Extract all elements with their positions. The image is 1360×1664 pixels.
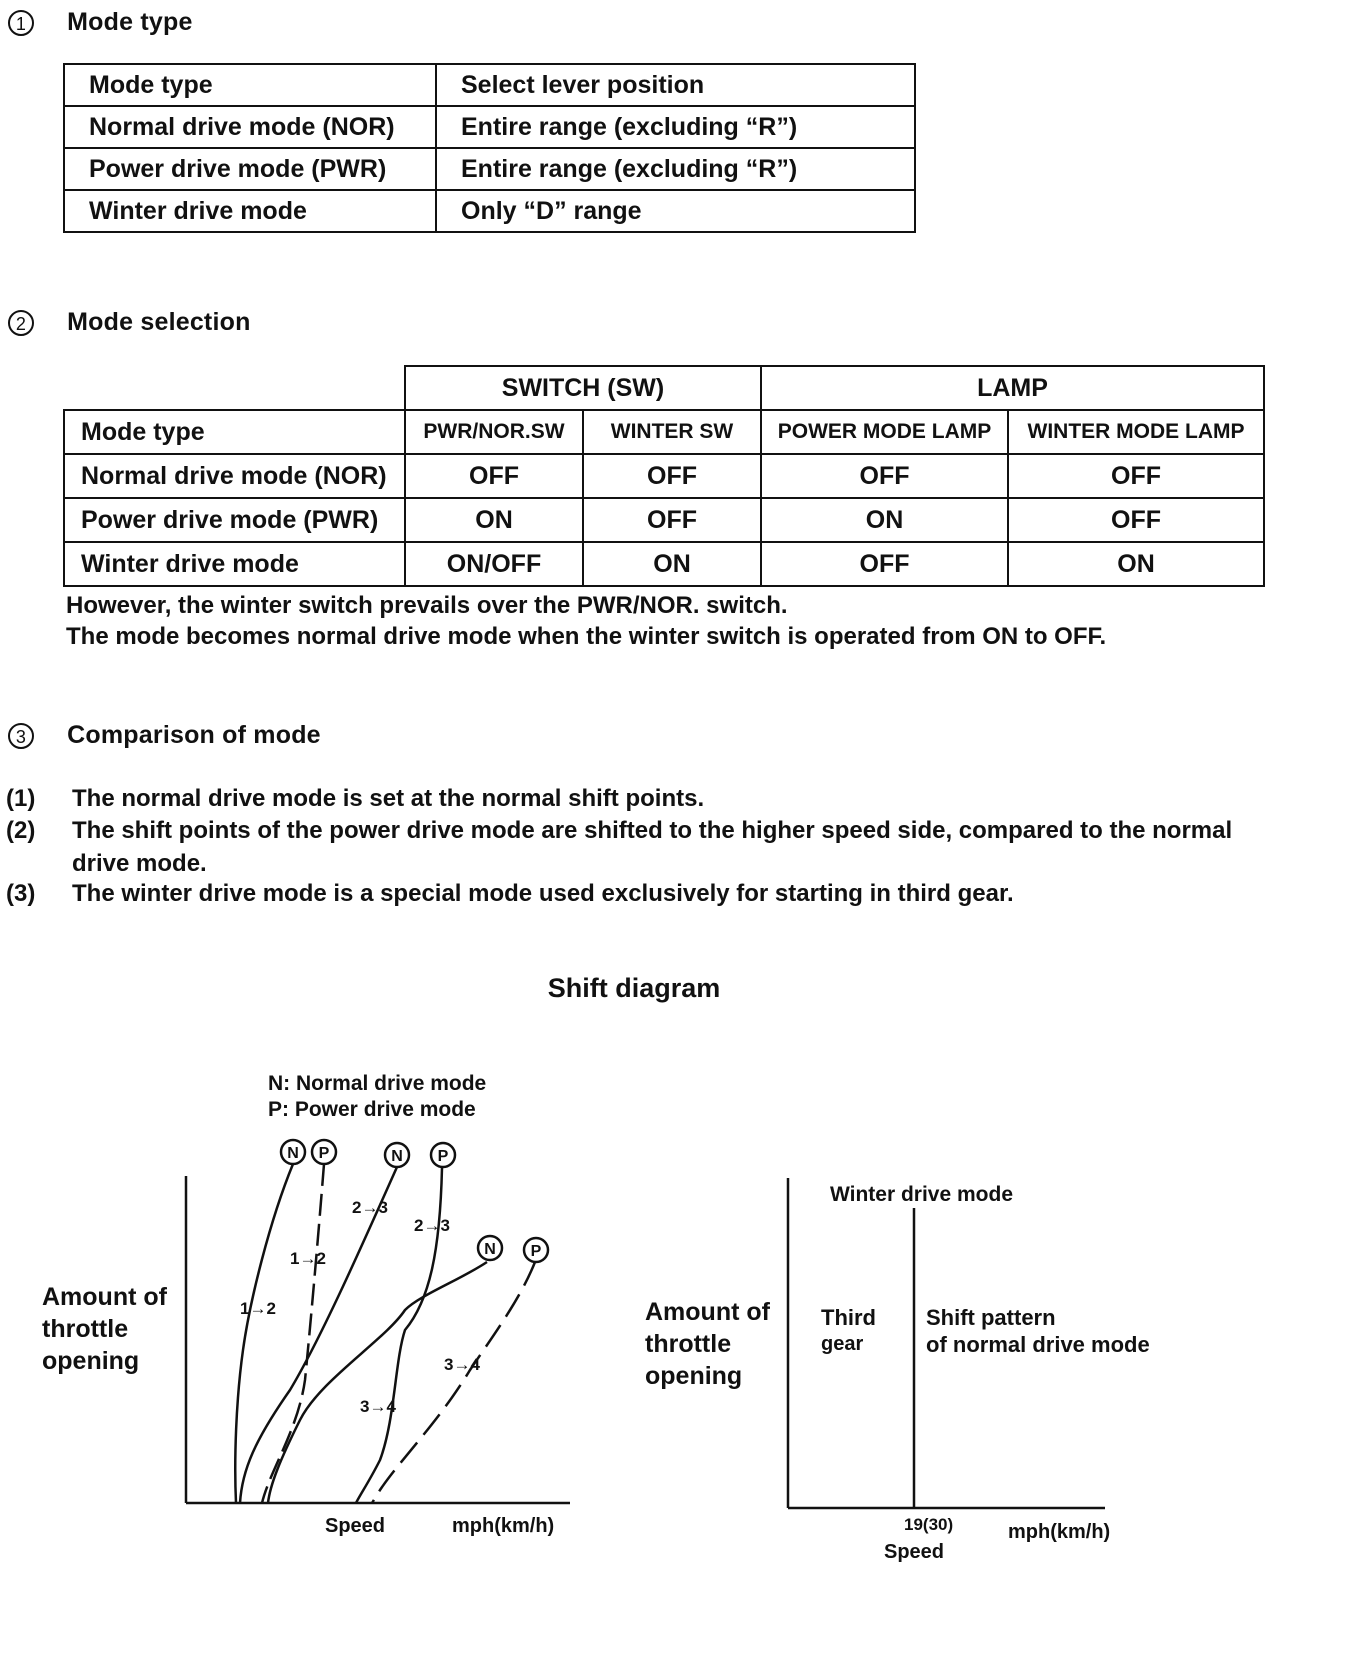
table-cell: ON bbox=[583, 542, 761, 586]
normal-pattern-label-line1: Shift pattern bbox=[926, 1305, 1056, 1330]
third-gear-label-line2: gear bbox=[821, 1333, 864, 1355]
table-header-cell: Select lever position bbox=[436, 64, 915, 106]
table-header-cell: WINTER SW bbox=[583, 410, 761, 454]
table-cell: Winter drive mode bbox=[64, 190, 436, 232]
section-3-title: Comparison of mode bbox=[67, 721, 321, 749]
winter-y-label-line3: opening bbox=[645, 1362, 743, 1390]
table-cell: OFF bbox=[761, 454, 1008, 498]
shift-label-34: 3→4 bbox=[444, 1355, 480, 1374]
x-axis-label: Speed bbox=[325, 1515, 386, 1537]
table-header-cell: POWER MODE LAMP bbox=[761, 410, 1008, 454]
diagram-title: Shift diagram bbox=[547, 973, 721, 1003]
circled-number-3: 3 bbox=[8, 723, 34, 749]
table-header-cell: Mode type bbox=[64, 64, 436, 106]
table-cell: ON/OFF bbox=[405, 542, 583, 586]
winter-x-axis-unit: mph(km/h) bbox=[1008, 1521, 1111, 1543]
winter-y-label-line2: throttle bbox=[645, 1330, 732, 1358]
circled-number-1: 1 bbox=[8, 10, 34, 36]
list-item-text: The normal drive mode is set at the normal shift points. bbox=[72, 785, 705, 812]
shift-curve-p-12 bbox=[262, 1164, 324, 1503]
table-cell: Power drive mode (PWR) bbox=[64, 148, 436, 190]
winter-caption: Winter drive mode bbox=[830, 1183, 1014, 1206]
note-line-1: However, the winter switch prevails over the PWR/NOR. switch. bbox=[66, 592, 788, 619]
table-cell: OFF bbox=[761, 542, 1008, 586]
shift-label-23: 2→3 bbox=[414, 1216, 450, 1235]
table-cell: ON bbox=[761, 498, 1008, 542]
winter-x-axis-label: Speed bbox=[884, 1541, 945, 1563]
shift-label-34: 3→4 bbox=[360, 1397, 396, 1416]
table-cell: OFF bbox=[405, 454, 583, 498]
shift-label-12: 1→2 bbox=[290, 1249, 326, 1268]
table-header-cell: WINTER MODE LAMP bbox=[1008, 410, 1264, 454]
list-item-number: (3) bbox=[6, 880, 36, 907]
table-cell: Normal drive mode (NOR) bbox=[64, 454, 405, 498]
p-marker-label: P bbox=[437, 1148, 449, 1165]
note-line-2: The mode becomes normal drive mode when the winter switch is operated from ON to OFF. bbox=[66, 623, 1107, 650]
switch-group-header: SWITCH (SW) bbox=[405, 366, 761, 410]
normal-pattern-label-line2: of normal drive mode bbox=[926, 1332, 1150, 1357]
x-axis-unit: mph(km/h) bbox=[452, 1515, 555, 1537]
table-cell: OFF bbox=[583, 498, 761, 542]
shift-label-12: 1→2 bbox=[240, 1299, 276, 1318]
table-cell: Power drive mode (PWR) bbox=[64, 498, 405, 542]
table-cell: OFF bbox=[1008, 498, 1264, 542]
table-cell: OFF bbox=[1008, 454, 1264, 498]
p-marker-label: P bbox=[530, 1243, 542, 1260]
table-cell: Winter drive mode bbox=[64, 542, 405, 586]
table-cell: Normal drive mode (NOR) bbox=[64, 106, 436, 148]
list-item-text: The shift points of the power drive mode are shifted to the higher speed side, compared to the normal drive mode. bbox=[72, 817, 1233, 877]
n-marker-label: N bbox=[287, 1145, 299, 1162]
list-item-number: (2) bbox=[6, 817, 36, 844]
winter-y-label-line1: Amount of bbox=[645, 1298, 770, 1326]
legend-normal: N: Normal drive mode bbox=[268, 1072, 487, 1095]
section-1-title: Mode type bbox=[67, 8, 193, 36]
y-axis-label-line1: Amount of bbox=[42, 1283, 167, 1311]
speed-tick-label: 19(30) bbox=[904, 1515, 954, 1534]
table-cell: Only “D” range bbox=[436, 190, 915, 232]
section-2-title: Mode selection bbox=[67, 308, 251, 336]
n-marker-label: N bbox=[391, 1148, 403, 1165]
circled-number-2: 2 bbox=[8, 310, 34, 336]
list-item-number: (1) bbox=[6, 785, 36, 812]
table-cell: OFF bbox=[583, 454, 761, 498]
table-cell: ON bbox=[1008, 542, 1264, 586]
table-header-cell: PWR/NOR.SW bbox=[405, 410, 583, 454]
lamp-group-header: LAMP bbox=[761, 366, 1264, 410]
list-item-text: The winter drive mode is a special mode used exclusively for starting in third gear. bbox=[72, 880, 1014, 907]
third-gear-label-line1: Third bbox=[821, 1305, 876, 1330]
y-axis-label-line3: opening bbox=[42, 1347, 140, 1375]
p-marker-label: P bbox=[318, 1145, 330, 1162]
table-cell: Entire range (excluding “R”) bbox=[436, 148, 915, 190]
y-axis-label-line2: throttle bbox=[42, 1315, 129, 1343]
table-header-cell: Mode type bbox=[64, 410, 405, 454]
shift-label-23: 2→3 bbox=[352, 1198, 388, 1217]
shift-curve-n-23 bbox=[240, 1167, 397, 1503]
legend-power: P: Power drive mode bbox=[268, 1098, 476, 1121]
table-cell: Entire range (excluding “R”) bbox=[436, 106, 915, 148]
n-marker-label: N bbox=[484, 1241, 496, 1258]
table-cell: ON bbox=[405, 498, 583, 542]
